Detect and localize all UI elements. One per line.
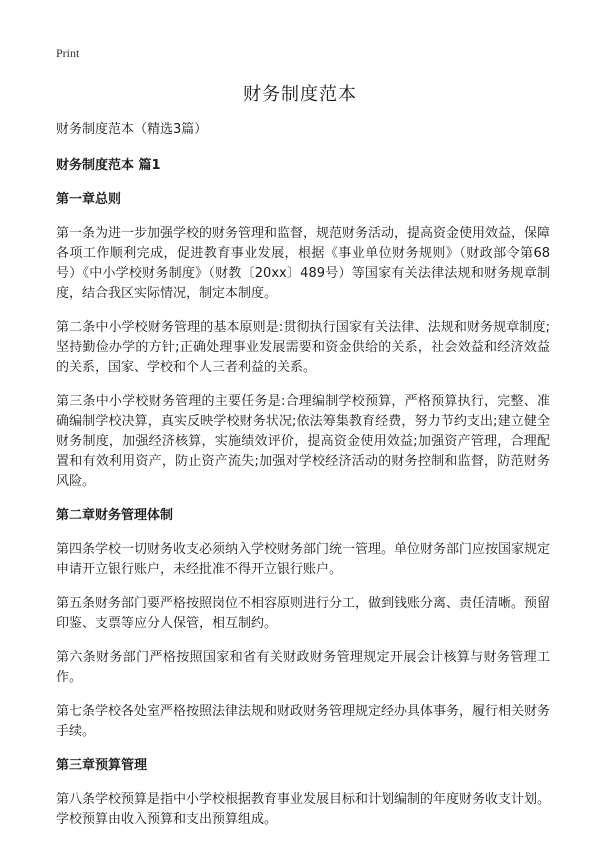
chapter-heading: 第一章总则 <box>56 192 122 207</box>
paragraph: 第八条学校预算是指中小学校根据教育事业发展目标和计划编制的年度财务收支计划。学校预算由收入预算和支出预算组成。 <box>56 792 551 827</box>
paragraph: 第二条中小学校财务管理的基本原则是:贯彻执行国家有关法律、法规和财务规章制度;坚持勤俭办学的方针;正确处理事业发展需要和资金供给的关系，社会效益和经济效益的关系，国家、学校和个人三者利益的关系。 <box>56 320 550 375</box>
chapter-heading: 第三章预算管理 <box>56 758 148 773</box>
paragraph: 第四条学校一切财务收支必须纳入学校财务部门统一管理。单位财务部门应按国家规定申请开立银行账户，未经批准不得开立银行账户。 <box>56 542 551 577</box>
paragraph: 第六条财务部门严格按照国家和省有关财政财务管理规定开展会计核算与财务管理工作。 <box>56 650 550 685</box>
document-title: 财务制度范本 <box>243 84 357 105</box>
chapter-heading: 第二章财务管理体制 <box>56 508 174 523</box>
paragraph: 第七条学校各处室严格按照法律法规和财政财务管理规定经办具体事务，履行相关财务手续。 <box>56 704 551 739</box>
paragraph: 第一条为进一步加强学校的财务管理和监督，规范财务活动，提高资金使用效益，保障各项工作顺利完成，促进教育事业发展，根据《事业单位财务规则》（财政部令第68号）《中小学校财务制度》（财教〔20xx〕489号）等国家有关法律法规和财务规章制度，结合我区实际情况，制定本制度。 <box>56 226 551 301</box>
print-link[interactable]: Print <box>56 46 80 60</box>
document-body <box>56 120 550 844</box>
paragraph: 第五条财务部门要严格按照岗位不相容原则进行分工，做到钱账分离、责任清晰。预留印鉴、支票等应分人保管，相互制约。 <box>56 596 551 631</box>
paragraph: 第三条中小学校财务管理的主要任务是:合理编制学校预算，严格预算执行，完整、准确编制学校决算，真实反映学校财务状况;依法筹集教育经费，努力节约支出;建立健全财务制度，加强经济核算，实施绩效评价，提高资金使用效益;加强资产管理，合理配置和有效利用资产，防止资产流失;加强对学校经济活动的财务控制和监督，防范财务风险。 <box>56 394 550 489</box>
section-heading: 财务制度范本 篇1 <box>56 158 161 173</box>
document-subtitle: 财务制度范本（精选3篇） <box>56 122 208 137</box>
